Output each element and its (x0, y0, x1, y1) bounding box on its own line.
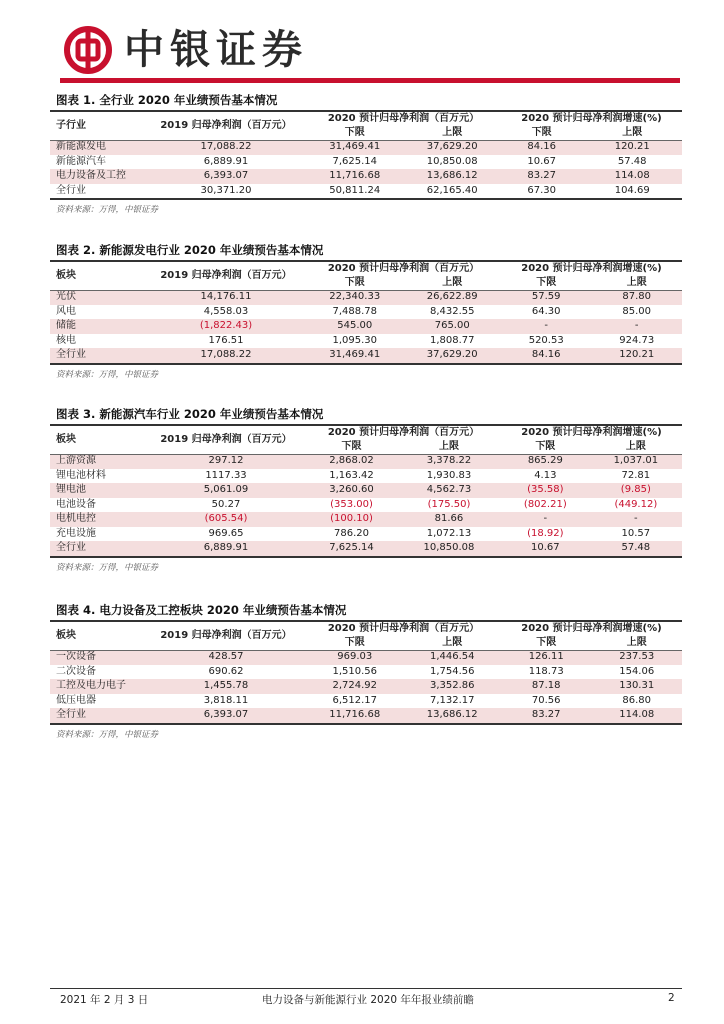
header-body-rule (50, 140, 682, 141)
table-bottom-rule (50, 556, 682, 558)
table-cell: 一次设备 (50, 650, 146, 665)
table-cell: 22,340.33 (306, 290, 403, 305)
table-source-note: 资料来源：万得，中银证券 (56, 205, 159, 215)
table-row (50, 290, 682, 305)
table-section-4 (50, 598, 682, 740)
table-cell: 6,889.91 (146, 541, 306, 556)
table-cell: 11,716.68 (306, 708, 403, 723)
table-cell: 7,132.17 (403, 694, 501, 709)
table-cell: 130.31 (591, 679, 682, 694)
table-cell: 3,352.86 (403, 679, 501, 694)
table-cell: 光伏 (50, 290, 146, 305)
table-cell: 83.27 (501, 169, 582, 184)
table-row (50, 184, 682, 199)
table-cell: 118.73 (501, 665, 591, 680)
table-cell: (175.50) (397, 498, 501, 513)
footer-date: 2021 年 2 月 3 日 (60, 994, 149, 1006)
table-cell: 67.30 (501, 184, 582, 199)
table-cell: 全行业 (50, 708, 146, 723)
table-title: 图表 1. 全行业 2020 年业绩预告基本情况 (56, 93, 278, 107)
table-cell: 3,260.60 (306, 483, 397, 498)
table-cell: 85.00 (591, 305, 682, 320)
table-cell: 104.69 (582, 184, 682, 199)
table-bottom-rule (50, 363, 682, 365)
column-group-2020-growth: 2020 预计归母净利润增速(%) (521, 427, 662, 438)
table-cell: - (501, 512, 590, 527)
table-cell: 17,088.22 (146, 348, 306, 363)
table-row (50, 348, 682, 363)
table-cell: 全行业 (50, 184, 146, 199)
table-cell: 1,754.56 (403, 665, 501, 680)
header-body-rule (50, 650, 682, 651)
table-title: 图表 3. 新能源汽车行业 2020 年业绩预告基本情况 (56, 407, 324, 421)
table-cell: 154.06 (591, 665, 682, 680)
table-cell: (9.85) (590, 483, 682, 498)
table-cell: 8,432.55 (403, 305, 501, 320)
table-row (50, 334, 682, 349)
table-cell: (35.58) (501, 483, 590, 498)
table-cell: 13,686.12 (403, 169, 501, 184)
column-header-segment: 板块 (56, 270, 76, 281)
table-cell: 5,061.09 (146, 483, 306, 498)
column-header-lower: 下限 (535, 441, 556, 452)
table-row (50, 679, 682, 694)
table-cell: (802.21) (501, 498, 590, 513)
table-cell: 50,811.24 (306, 184, 403, 199)
table-cell: 1,510.56 (306, 665, 403, 680)
column-header-2019-profit: 2019 归母净利润（百万元） (160, 630, 292, 641)
table-cell: 10,850.08 (397, 541, 501, 556)
table-section-3 (50, 402, 682, 573)
table-cell: 297.12 (146, 454, 306, 469)
table-row (50, 694, 682, 709)
table-cell: 新能源汽车 (50, 155, 146, 170)
page-number: 2 (668, 992, 675, 1004)
table-cell: 全行业 (50, 541, 146, 556)
table-bottom-rule (50, 723, 682, 725)
table-cell: 低压电器 (50, 694, 146, 709)
column-group-2020-profit: 2020 预计归母净利润（百万元） (327, 623, 480, 634)
column-header-lower: 下限 (344, 127, 365, 138)
table-row (50, 469, 682, 484)
table-cell: 2,868.02 (306, 454, 397, 469)
table-cell: 786.20 (306, 527, 397, 542)
table-cell: 62,165.40 (403, 184, 501, 199)
data-table (50, 112, 682, 198)
table-cell: 储能 (50, 319, 146, 334)
table-cell: 新能源发电 (50, 140, 146, 155)
table-cell: (353.00) (306, 498, 397, 513)
table-cell: 10.67 (501, 155, 582, 170)
table-row (50, 483, 682, 498)
table-cell: - (590, 512, 682, 527)
column-header-lower: 下限 (344, 637, 365, 648)
column-header-upper: 上限 (442, 277, 463, 288)
table-cell: 1,095.30 (306, 334, 403, 349)
bank-of-china-logo (64, 26, 112, 74)
column-group-2020-profit: 2020 预计归母净利润（百万元） (327, 263, 480, 274)
table-cell: 37,629.20 (403, 348, 501, 363)
table-cell: 765.00 (403, 319, 501, 334)
brand-name: 中银证券 (124, 26, 308, 73)
table-cell: 锂电池 (50, 483, 146, 498)
table-bottom-rule (50, 198, 682, 200)
table-cell: 237.53 (591, 650, 682, 665)
column-header-upper: 上限 (622, 127, 643, 138)
table-cell: 31,469.41 (306, 140, 403, 155)
table-cell: 1,037.01 (590, 454, 682, 469)
table-cell: 70.56 (501, 694, 591, 709)
table-cell: 30,371.20 (146, 184, 306, 199)
table-cell: 50.27 (146, 498, 306, 513)
footer-title: 电力设备与新能源行业 2020 年年报业绩前瞻 (262, 994, 474, 1006)
report-header (60, 20, 680, 84)
data-table (50, 622, 682, 723)
table-cell: 57.48 (590, 541, 682, 556)
table-cell: 86.80 (591, 694, 682, 709)
table-cell: 10.67 (501, 541, 590, 556)
table-cell: 1,163.42 (306, 469, 397, 484)
table-section-1 (50, 88, 682, 215)
table-cell: 3,818.11 (146, 694, 306, 709)
table-source-note: 资料来源：万得，中银证券 (56, 729, 159, 740)
table-cell: 10.57 (590, 527, 682, 542)
table-cell: 风电 (50, 305, 146, 320)
column-header-2019-profit: 2019 归母净利润（百万元） (160, 120, 292, 131)
table-cell: 31,469.41 (306, 348, 403, 363)
table-cell: 114.08 (582, 169, 682, 184)
table-cell: 37,629.20 (403, 140, 501, 155)
column-header-segment: 子行业 (56, 120, 86, 131)
table-cell: 上游资源 (50, 454, 146, 469)
table-cell: 电机电控 (50, 512, 146, 527)
table-cell: 87.18 (501, 679, 591, 694)
data-table (50, 426, 682, 556)
table-cell: (100.10) (306, 512, 397, 527)
table-row (50, 512, 682, 527)
column-header-lower: 下限 (344, 277, 365, 288)
footer-rule (50, 988, 682, 989)
table-cell: 17,088.22 (146, 140, 306, 155)
table-cell: 64.30 (501, 305, 591, 320)
column-header-upper: 上限 (625, 441, 646, 452)
table-cell: 57.48 (582, 155, 682, 170)
header-body-rule (50, 290, 682, 291)
table-cell: - (591, 319, 682, 334)
table-cell: 工控及电力电子 (50, 679, 146, 694)
column-header-2019-profit: 2019 归母净利润（百万元） (160, 270, 292, 281)
table-cell: 87.80 (591, 290, 682, 305)
table-section-2 (50, 238, 682, 380)
table-cell: 4.13 (501, 469, 590, 484)
table-row (50, 305, 682, 320)
table-title: 图表 4. 电力设备及工控板块 2020 年业绩预告基本情况 (56, 603, 347, 617)
table-cell: (449.12) (590, 498, 682, 513)
table-cell: 1,455.78 (146, 679, 306, 694)
table-cell: 7,625.14 (306, 155, 403, 170)
column-header-upper: 上限 (442, 637, 463, 648)
column-header-2019-profit: 2019 归母净利润（百万元） (160, 434, 292, 445)
table-cell: 6,393.07 (146, 708, 306, 723)
table-cell: 545.00 (306, 319, 403, 334)
table-row (50, 541, 682, 556)
table-cell: 176.51 (146, 334, 306, 349)
column-header-lower: 下限 (341, 441, 362, 452)
table-cell: 6,512.17 (306, 694, 403, 709)
table-cell: 120.21 (582, 140, 682, 155)
table-cell: 865.29 (501, 454, 590, 469)
column-group-2020-growth: 2020 预计归母净利润增速(%) (521, 623, 662, 634)
column-header-lower: 下限 (536, 637, 557, 648)
table-cell: (1,822.43) (146, 319, 306, 334)
table-cell: 57.59 (501, 290, 591, 305)
table-cell: 核电 (50, 334, 146, 349)
column-group-2020-growth: 2020 预计归母净利润增速(%) (521, 263, 662, 274)
table-cell: 924.73 (591, 334, 682, 349)
table-cell: 6,889.91 (146, 155, 306, 170)
column-header-lower: 下限 (531, 127, 552, 138)
table-source-note: 资料来源：万得，中银证券 (56, 369, 159, 380)
table-cell: 1,072.13 (397, 527, 501, 542)
table-cell: 13,686.12 (403, 708, 501, 723)
column-header-upper: 上限 (626, 277, 647, 288)
table-cell: 72.81 (590, 469, 682, 484)
table-title: 图表 2. 新能源发电行业 2020 年业绩预告基本情况 (56, 243, 324, 257)
column-group-2020-profit: 2020 预计归母净利润（百万元） (327, 427, 480, 438)
table-cell: 428.57 (146, 650, 306, 665)
table-cell: 14,176.11 (146, 290, 306, 305)
table-cell: 114.08 (591, 708, 682, 723)
table-cell: 84.16 (501, 348, 591, 363)
table-row (50, 454, 682, 469)
table-row (50, 665, 682, 680)
table-cell: 969.65 (146, 527, 306, 542)
table-cell: 84.16 (501, 140, 582, 155)
column-header-upper: 上限 (626, 637, 647, 648)
table-cell: 26,622.89 (403, 290, 501, 305)
table-cell: 1,930.83 (397, 469, 501, 484)
table-cell: 83.27 (501, 708, 591, 723)
column-header-segment: 板块 (56, 434, 76, 445)
table-cell: 10,850.08 (403, 155, 501, 170)
table-cell: 1,808.77 (403, 334, 501, 349)
table-cell: (18.92) (501, 527, 590, 542)
column-header-upper: 上限 (442, 127, 463, 138)
table-cell: 969.03 (306, 650, 403, 665)
table-row (50, 169, 682, 184)
table-cell: - (501, 319, 591, 334)
column-header-upper: 上限 (438, 441, 459, 452)
header-red-bar (60, 78, 680, 83)
table-row (50, 155, 682, 170)
header-body-rule (50, 454, 682, 455)
table-cell: 81.66 (397, 512, 501, 527)
table-row (50, 319, 682, 334)
column-group-2020-growth: 2020 预计归母净利润增速(%) (521, 113, 662, 124)
table-cell: 4,562.73 (397, 483, 501, 498)
table-cell: 520.53 (501, 334, 591, 349)
column-header-lower: 下限 (536, 277, 557, 288)
table-cell: 1,446.54 (403, 650, 501, 665)
table-cell: 7,625.14 (306, 541, 397, 556)
data-table (50, 262, 682, 363)
table-cell: 11,716.68 (306, 169, 403, 184)
table-row (50, 498, 682, 513)
table-cell: 126.11 (501, 650, 591, 665)
table-row (50, 140, 682, 155)
table-cell: 1117.33 (146, 469, 306, 484)
table-cell: 2,724.92 (306, 679, 403, 694)
table-cell: 锂电池材料 (50, 469, 146, 484)
table-cell: 7,488.78 (306, 305, 403, 320)
table-row (50, 527, 682, 542)
table-row (50, 650, 682, 665)
table-cell: 二次设备 (50, 665, 146, 680)
table-cell: (605.54) (146, 512, 306, 527)
table-cell: 3,378.22 (397, 454, 501, 469)
column-header-segment: 板块 (56, 630, 76, 641)
column-group-2020-profit: 2020 预计归母净利润（百万元） (327, 113, 480, 124)
table-cell: 690.62 (146, 665, 306, 680)
table-cell: 4,558.03 (146, 305, 306, 320)
table-cell: 120.21 (591, 348, 682, 363)
table-cell: 电池设备 (50, 498, 146, 513)
table-cell: 电力设备及工控 (50, 169, 146, 184)
table-cell: 6,393.07 (146, 169, 306, 184)
table-cell: 充电设施 (50, 527, 146, 542)
table-row (50, 708, 682, 723)
table-source-note: 资料来源：万得，中银证券 (56, 562, 159, 573)
table-cell: 全行业 (50, 348, 146, 363)
